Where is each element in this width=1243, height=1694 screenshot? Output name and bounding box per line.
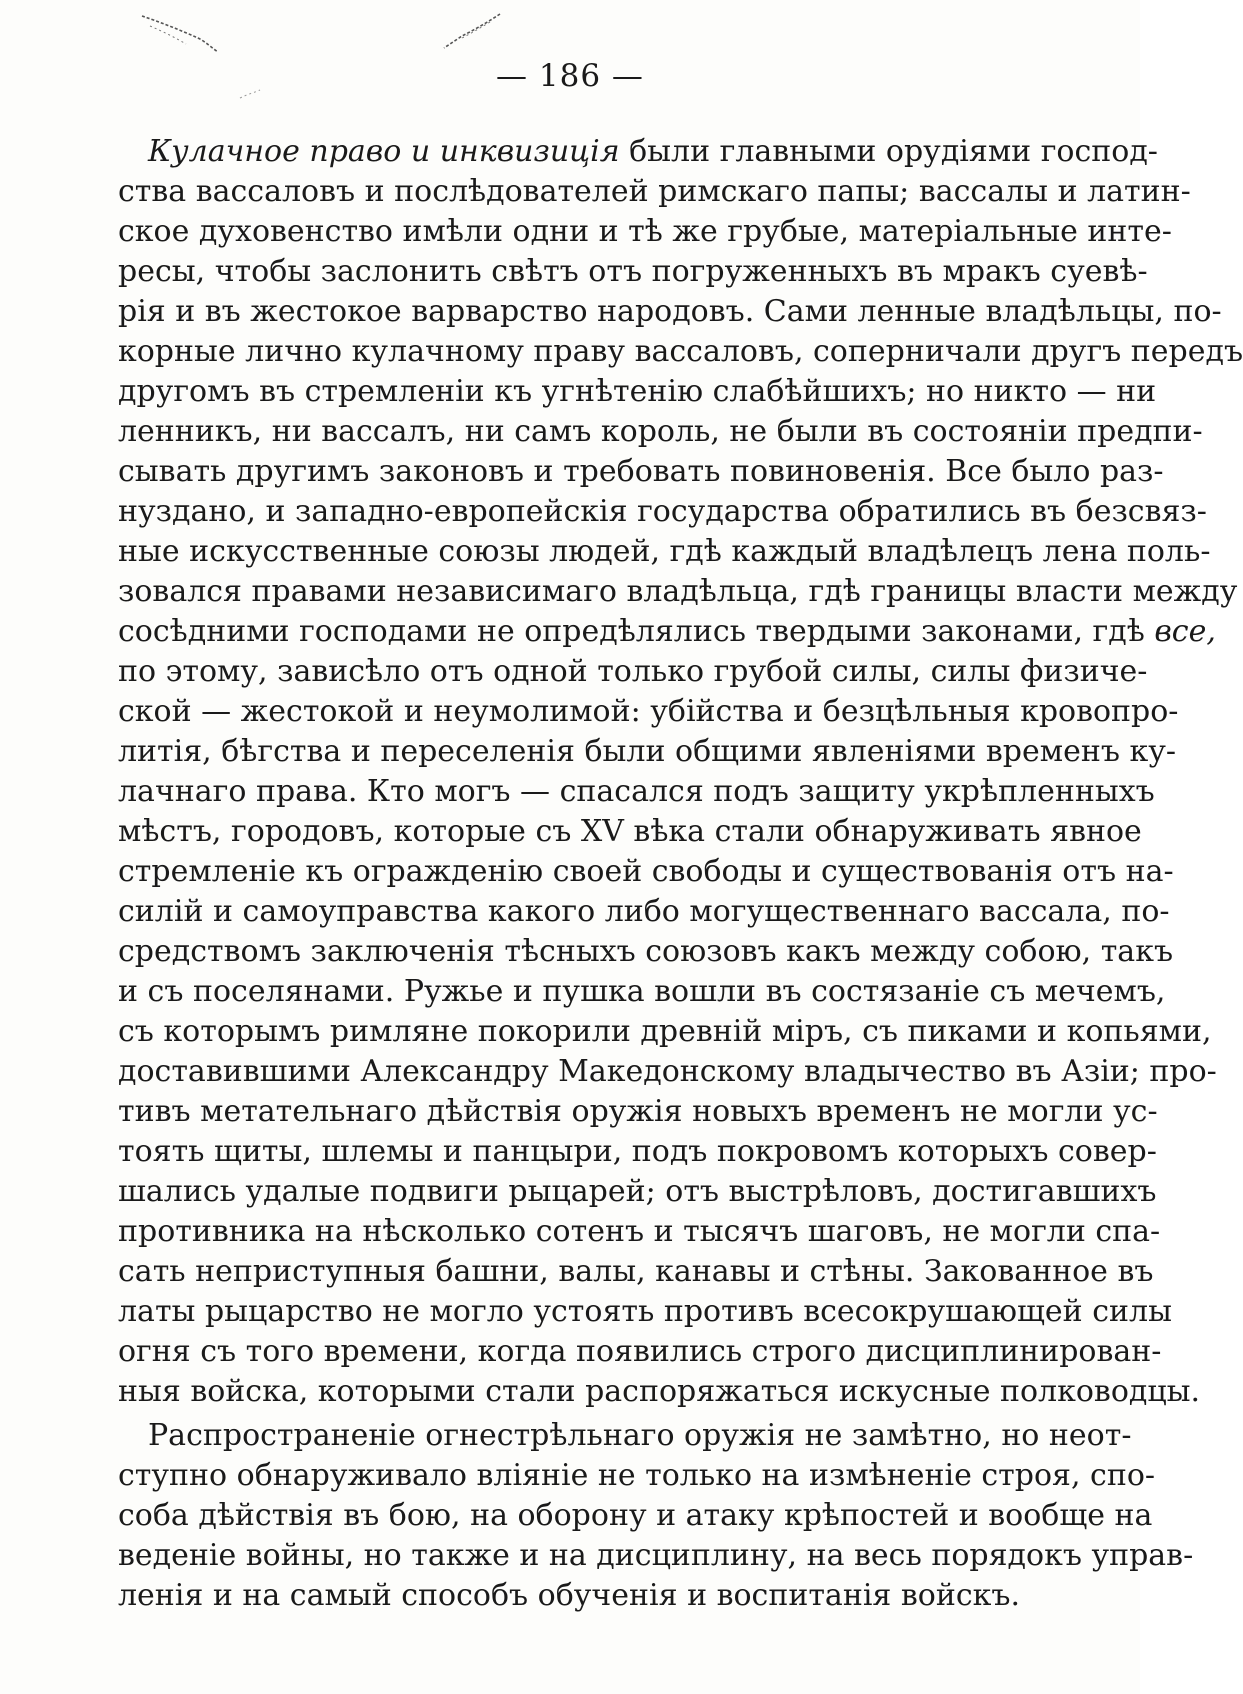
- text-line: [118, 692, 1179, 732]
- text-line: [118, 212, 1172, 252]
- text-line: [118, 1372, 1201, 1412]
- text-line: [118, 1052, 1217, 1092]
- line-text: средствомъ заключенія тѣсныхъ союзовъ какъ между собою, такъ: [118, 934, 1174, 969]
- paragraph-container: [118, 132, 1243, 1616]
- line-text: ныя войска, которыми стали распоряжаться искусные полководцы.: [118, 1374, 1201, 1409]
- line-text: ресы, чтобы заслонить свѣтъ отъ погруженныхъ въ мракъ суевѣ-: [118, 254, 1148, 289]
- line-text: стремленіе къ огражденію своей свободы и существованія отъ на-: [118, 854, 1174, 889]
- text-line: [118, 1092, 1158, 1132]
- text-line: [118, 972, 1166, 1012]
- line-text: по этому, зависѣло отъ одной только грубой силы, силы физиче-: [118, 654, 1148, 689]
- line-text: силій и самоуправства какого либо могущественнаго вассала, по-: [118, 894, 1170, 929]
- text-line: [118, 332, 1243, 372]
- line-text: мѣстъ, городовъ, которые съ XV вѣка стали обнаруживать явное: [118, 814, 1142, 849]
- text-line: [118, 1292, 1172, 1332]
- line-text: другомъ въ стремленіи къ угнѣтенію слабѣйшихъ; но никто — ни: [118, 374, 1157, 409]
- text-line: [118, 412, 1203, 452]
- line-text: сывать другимъ законовъ и требовать повиновенія. Все было раз-: [118, 454, 1164, 489]
- text-line: [118, 612, 1216, 652]
- italic-phrase: все,: [1154, 614, 1216, 649]
- text-line: [118, 1332, 1162, 1372]
- text-line: [118, 372, 1157, 412]
- line-text: сосѣдними господами не опредѣлялись твердыми законами, гдѣ: [118, 614, 1155, 649]
- line-text: и съ поселянами. Ружье и пушка вошли въ состязаніе съ мечемъ,: [118, 974, 1166, 1009]
- line-text: ской — жестокой и неумолимой: убійства и безцѣльныя кровопро-: [118, 694, 1179, 729]
- page-number: — 186 —: [496, 58, 644, 94]
- text-line: [118, 532, 1211, 572]
- text-line: [118, 1012, 1212, 1052]
- line-text: литія, бѣгства и переселенія были общими явленіями временъ ку-: [118, 734, 1176, 769]
- text-line: [118, 292, 1222, 332]
- text-line: [118, 772, 1155, 812]
- text-line: [118, 812, 1142, 852]
- line-text: лачнаго права. Кто могъ — спасался подъ защиту укрѣпленныхъ: [118, 774, 1155, 809]
- text-line: [118, 132, 1158, 172]
- text-line: [118, 1456, 1156, 1496]
- text-line: [118, 1132, 1157, 1172]
- line-text: ные искусственные союзы людей, гдѣ каждый владѣлецъ лена поль-: [118, 534, 1211, 569]
- text-line: [118, 572, 1238, 612]
- text-line: [118, 1252, 1154, 1292]
- text-line: [118, 852, 1174, 892]
- body-text: [118, 132, 1243, 1616]
- line-text: тоять щиты, шлемы и панцыри, подъ покровомъ которыхъ совер-: [118, 1134, 1157, 1169]
- text-line: [118, 1416, 1132, 1456]
- line-text: ства вассаловъ и послѣдователей римскаго папы; вассалы и латин-: [118, 174, 1191, 209]
- line-text: тивъ метательнаго дѣйствія оружія новыхъ временъ не могли ус-: [118, 1094, 1158, 1129]
- line-text: были главными орудіями господ-: [619, 134, 1158, 169]
- line-text: сать неприступныя башни, валы, канавы и стѣны. Закованное въ: [118, 1254, 1154, 1289]
- text-line: [118, 652, 1148, 692]
- line-text: Распространеніе огнестрѣльнаго оружія не замѣтно, но неот-: [148, 1418, 1132, 1453]
- text-line: [118, 1212, 1161, 1252]
- line-text: ступно обнаруживало вліяніе не только на измѣненіе строя, спо-: [118, 1458, 1156, 1493]
- text-line: [118, 452, 1164, 492]
- line-text: ское духовенство имѣли одни и тѣ же грубые, матеріальные инте-: [118, 214, 1172, 249]
- line-text: огня съ того времени, когда появились строго дисциплинирован-: [118, 1334, 1162, 1369]
- line-text: шались удалые подвиги рыцарей; отъ выстрѣловъ, достигавшихъ: [118, 1174, 1157, 1209]
- line-text: соба дѣйствія въ бою, на оборону и атаку крѣпостей и вообще на: [118, 1498, 1153, 1533]
- text-line: [118, 892, 1170, 932]
- line-text: латы рыцарство не могло устоять противъ всесокрушающей силы: [118, 1294, 1172, 1329]
- text-line: [118, 1496, 1153, 1536]
- line-text: ленникъ, ни вассалъ, ни самъ король, не были въ состояніи предпи-: [118, 414, 1203, 449]
- text-line: [118, 172, 1191, 212]
- line-text: противника на нѣсколько сотенъ и тысячъ шаговъ, не могли спа-: [118, 1214, 1161, 1249]
- text-line: [118, 252, 1148, 292]
- text-line: [118, 1536, 1194, 1576]
- text-line: [118, 1576, 1046, 1616]
- text-line: [118, 732, 1176, 772]
- line-text: веденіе войны, но также и на дисциплину, на весь порядокъ управ-: [118, 1538, 1194, 1573]
- line-text: зовался правами независимаго владѣльца, гдѣ границы власти между: [118, 574, 1238, 609]
- line-text: рія и въ жестокое варварство народовъ. Сами ленные владѣльцы, по-: [118, 294, 1222, 329]
- text-line: [118, 492, 1207, 532]
- text-line: [118, 932, 1174, 972]
- line-text: ленія и на самый способъ обученія и воспитанія войскъ.: [118, 1578, 1020, 1613]
- italic-phrase: Кулачное право и инквизиція: [148, 134, 620, 169]
- paragraph: [118, 132, 1243, 1412]
- line-text: доставившими Александру Македонскому владычество въ Азіи; про-: [118, 1054, 1217, 1089]
- line-text: съ которымъ римляне покорили древній міръ, съ пиками и копьями,: [118, 1014, 1212, 1049]
- paragraph: [118, 1416, 1194, 1616]
- text-line: [118, 1172, 1157, 1212]
- line-text: нуздано, и западно-европейскія государства обратились въ безсвяз-: [118, 494, 1207, 529]
- line-text: корные лично кулачному праву вассаловъ, соперничали другъ передъ: [118, 334, 1243, 369]
